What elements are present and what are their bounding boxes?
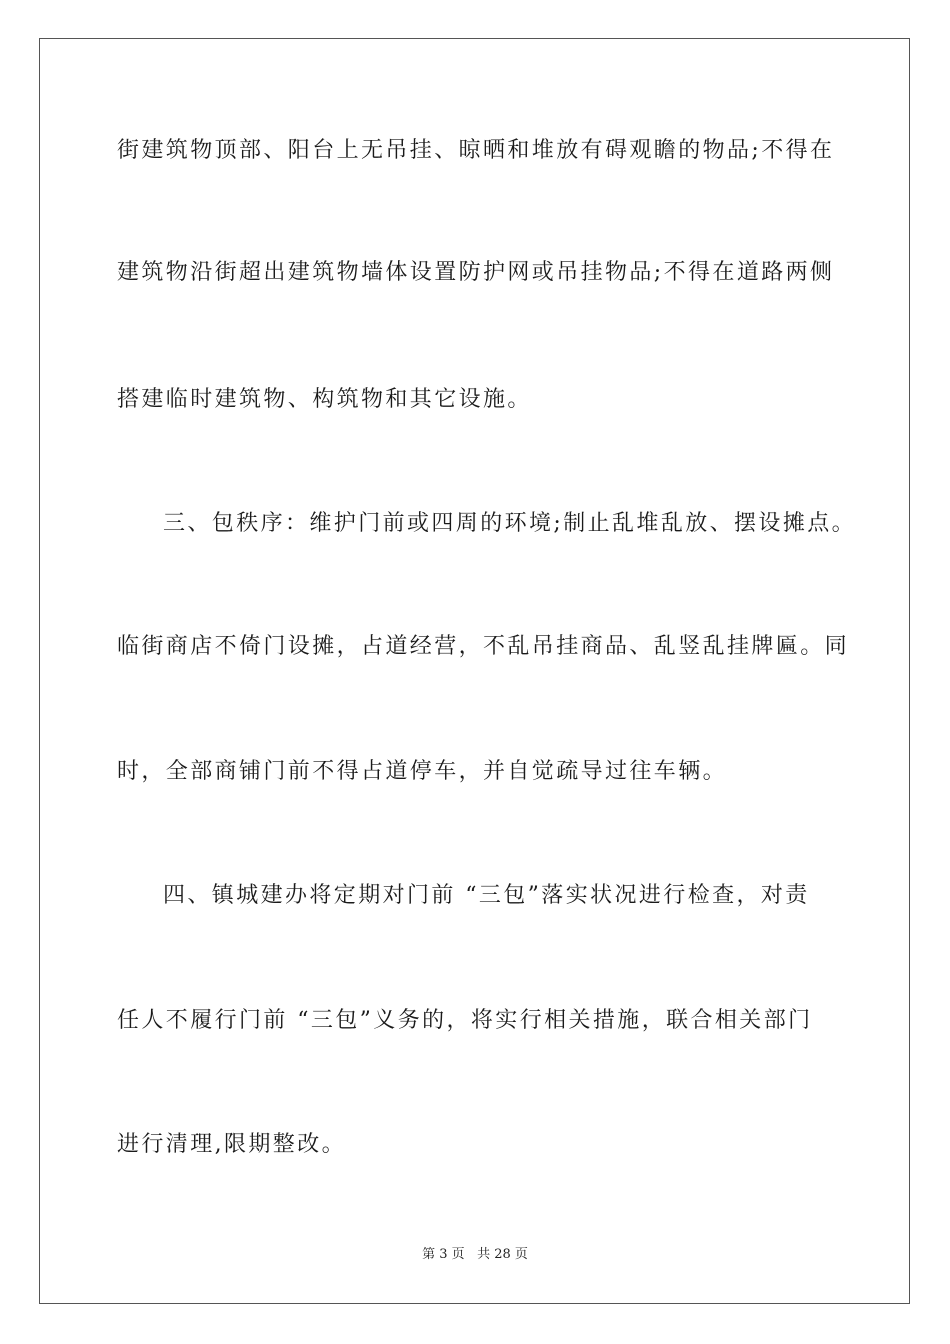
paragraph-line: 三、包秩序：维护门前或四周的环境;制止乱堆乱放、摆设摊点。 [163,511,857,536]
paragraph-line: 街建筑物顶部、阳台上无吊挂、晾晒和堆放有碍观瞻的物品;不得在 [117,138,835,163]
page-total: 共 28 页 [477,1247,528,1262]
paragraph-line: 任人不履行门前 “三包”义务的，将实行相关措施，联合相关部门 [117,1008,813,1033]
page-footer [0,1247,950,1263]
paragraph-line: 时，全部商铺门前不得占道停车，并自觉疏导过往车辆。 [117,759,728,784]
page-border [39,38,910,1304]
paragraph-line: 临街商店不倚门设摊，占道经营，不乱吊挂商品、乱竖乱挂牌匾。同 [117,634,850,659]
paragraph-line: 搭建临时建筑物、构筑物和其它设施。 [117,387,532,412]
paragraph-line: 建筑物沿街超出建筑物墙体设置防护网或吊挂物品;不得在道路两侧 [117,260,835,285]
paragraph-line: 四、镇城建办将定期对门前 “三包”落实状况进行检查，对责 [163,883,810,908]
page-number: 第 3 页 [422,1247,465,1262]
paragraph-line: 进行清理,限期整改。 [117,1132,346,1157]
